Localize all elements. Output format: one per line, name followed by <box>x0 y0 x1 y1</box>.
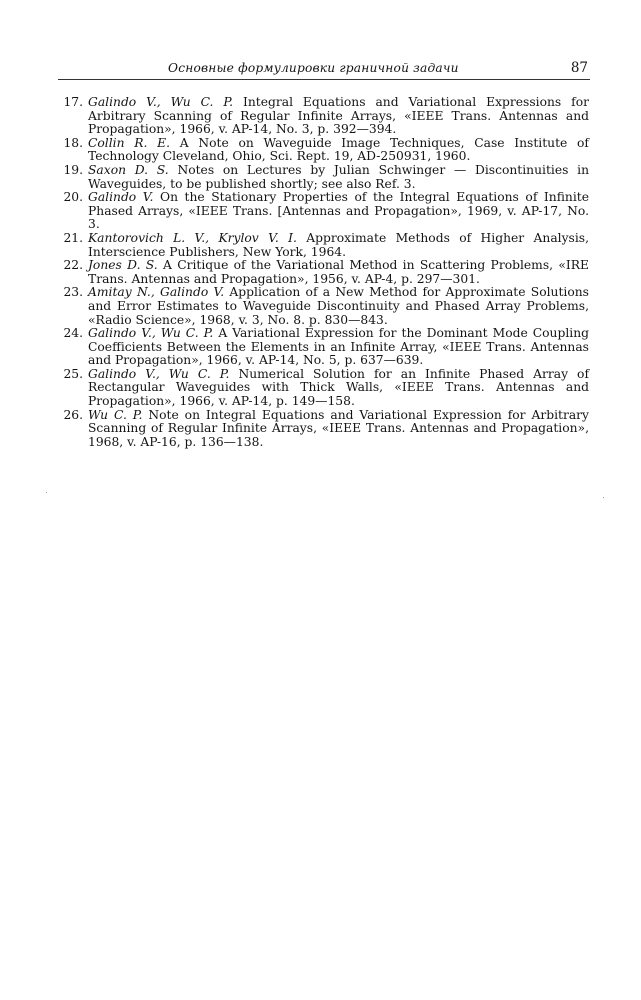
reference-text: A Critique of the Variational Method in Scattering Problems, «IRE Trans. Antennas and Propagation», 1956, v. AP-4, p. 297—301. <box>88 258 589 286</box>
reference-number: 21. <box>63 230 83 245</box>
reference-authors: Kantorovich L. V., Krylov V. I. <box>88 230 297 245</box>
reference-item <box>58 409 589 450</box>
scan-speck <box>603 497 604 498</box>
reference-item <box>58 286 589 327</box>
reference-text: A Variational Expression for the Dominant Mode Coupling Coefficients Between the Elements in an Infinite Array, «IEEE Trans. Antennas and Propagation», 1966, v. AP-14, No. 5, p. 637—639. <box>88 326 590 368</box>
reference-authors: Galindo V., Wu C. P. <box>88 366 230 381</box>
running-title: Основные формулировки граничной задачи <box>168 61 459 75</box>
reference-number: 20. <box>63 190 83 205</box>
reference-authors: Jones D. S. <box>88 258 158 273</box>
reference-number: 18. <box>63 135 83 150</box>
reference-authors: Galindo V. <box>88 190 154 205</box>
reference-number: 25. <box>63 366 83 381</box>
reference-text: A Note on Waveguide Image Techniques, Case Institute of Technology Cleveland, Ohio, Sci. Rept. 19, AD-250931, 1960. <box>88 135 589 164</box>
reference-number: 17. <box>63 95 83 109</box>
reference-authors: Saxon D. S. <box>88 162 169 177</box>
page-number: 87 <box>570 60 588 76</box>
reference-item <box>58 259 589 286</box>
header-rule <box>58 79 590 80</box>
scan-speck <box>46 492 47 493</box>
reference-text: On the Stationary Properties of the Integral Equations of Infinite Phased Arrays, «IEEE Trans. [Antennas and Propagation», 1969, v. AP-17, No. 3. <box>88 190 589 232</box>
reference-number: 24. <box>63 326 83 341</box>
reference-number: 19. <box>63 162 83 177</box>
reference-text: Notes on Lectures by Julian Schwinger — Discontinuities in Waveguides, to be published shortly; see also Ref. 3. <box>88 162 589 191</box>
reference-text: Integral Equations and Variational Expressions for Arbitrary Scanning of Regular Infinite Arrays, «IEEE Trans. Antennas and Propagation», 1966, v. AP-14, No. 3, p. 392—394. <box>88 95 589 137</box>
reference-text: Approximate Methods of Higher Analysis, Interscience Publishers, New York, 1964. <box>88 230 589 259</box>
reference-authors: Wu C. P. <box>88 407 143 422</box>
reference-item <box>58 368 589 409</box>
reference-number: 26. <box>63 407 83 422</box>
reference-number: 22. <box>63 258 83 273</box>
reference-list <box>58 96 589 449</box>
reference-text: Numerical Solution for an Infinite Phased Array of Rectangular Waveguides with Thick Walls, «IEEE Trans. Antennas and Propagation», 1966, v. AP-14, p. 149—158. <box>88 366 589 409</box>
reference-item <box>58 232 589 259</box>
reference-authors: Galindo V., Wu C. P. <box>88 326 214 341</box>
reference-text: Application of a New Method for Approximate Solutions and Error Estimates to Waveguide Discontinuity and Phased Array Problems, «Radio Science», 1968, v. 3, No. 8. p. 830—843. <box>88 285 589 327</box>
reference-item <box>58 191 589 232</box>
reference-number: 23. <box>63 285 83 300</box>
reference-item <box>58 327 589 368</box>
reference-text: Note on Integral Equations and Variational Expression for Arbitrary Scanning of Regular Infinite Arrays, «IEEE Trans. Antennas and Propagation», 1968, v. AP-16, p. 136—138. <box>88 407 590 449</box>
reference-authors: Amitay N., Galindo V. <box>88 285 225 300</box>
reference-authors: Galindo V., Wu C. P. <box>88 95 234 109</box>
reference-item <box>58 164 589 191</box>
reference-authors: Collin R. E. <box>88 135 171 150</box>
running-header <box>58 58 590 80</box>
reference-item <box>58 96 589 137</box>
reference-item <box>58 137 589 164</box>
